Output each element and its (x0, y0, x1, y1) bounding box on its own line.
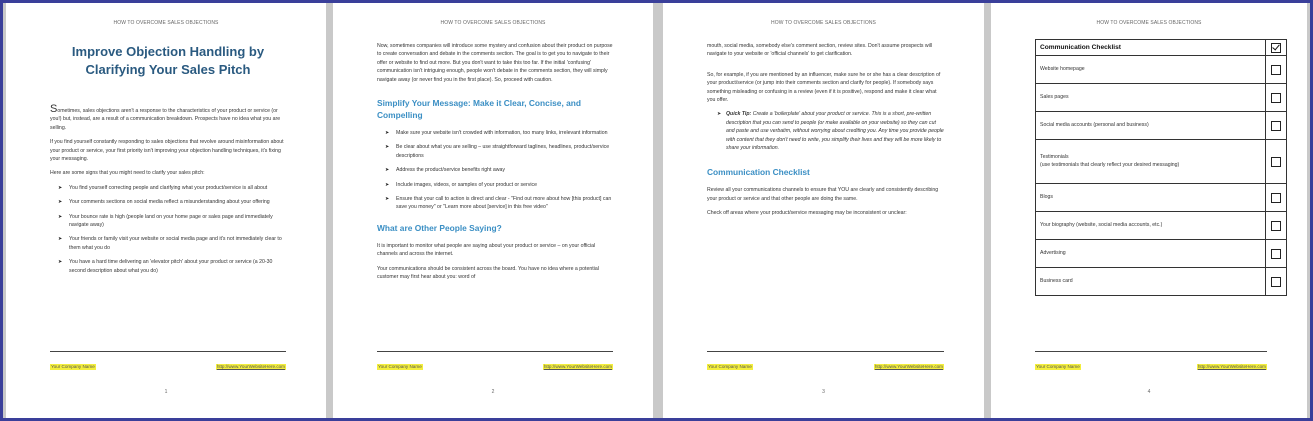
checklist-item-label: Business card (1036, 268, 1266, 296)
communication-checklist (1035, 39, 1287, 296)
list-item: ➤ You have a hard time delivering an 'elevator pitch' about your product or service (a 20-30 second description about what you do) (58, 259, 273, 274)
section-heading: What are Other People Saying? (377, 222, 502, 233)
paragraph: If you find yourself constantly responding to sales objections that revolve around misinformation about your product or service, your first priority isn't improving your objection handling techniques, it's fixing your messaging. (50, 139, 284, 163)
paragraph: It is important to monitor what people are saying about your product or service – on your official channels and across the internet. (377, 242, 596, 258)
checkbox[interactable] (1271, 249, 1281, 259)
checklist-item-label: Your biography (website, social media accounts, etc.) (1036, 212, 1266, 240)
footer-divider (707, 351, 944, 352)
arrow-bullet-icon: ➤ (385, 167, 390, 174)
checklist-item-label: Website homepage (1036, 56, 1266, 84)
checklist-item-label: Social media accounts (personal and business) (1036, 112, 1266, 140)
checklist-row (1036, 184, 1287, 212)
paragraph: Review all your communications channels to ensure that YOU are clearly and consistently describing your product or service and that other people are doing the same. (707, 187, 939, 202)
checkbox[interactable] (1271, 65, 1281, 75)
list-item: ➤ Your comments sections on social media reflect a misunderstanding about your offering (58, 199, 270, 206)
list-item: ➤ Include images, videos, or samples of your product or service (385, 181, 537, 188)
paragraph: Now, sometimes companies will introduce some mystery and confusion about their product on purpose to create conversation and debate in the comments section. The goal is to get you to navigate to their offer or website to find out more. But you don't want to take this too far. If the initial 'confusing' communication isn't intriguing enough, people won't debate in the comments section, they will simply navigate away (or never find you in the first place). So, proceed with caution. (377, 43, 613, 83)
footer-company: Your Company Name (378, 364, 422, 369)
checklist-header-row (1036, 40, 1287, 56)
checkbox[interactable] (1271, 157, 1281, 167)
checked-checkbox-icon[interactable] (1271, 43, 1281, 53)
paragraph: So, for example, if you are mentioned by an influencer, make sure he or she has a clear description of your product/service (or jump into their comments section and clarify for people). If somebody says something misleading or confusing in a review (even if it is positive), respond and make it clear what you offer. (707, 71, 941, 104)
list-item: ➤ You find yourself correcting people and clarifying what your product/service is all about (58, 184, 268, 191)
signs-list (50, 184, 286, 275)
arrow-bullet-icon: ➤ (58, 213, 63, 220)
arrow-bullet-icon: ➤ (717, 111, 722, 118)
checklist-row (1036, 240, 1287, 268)
checklist-item-label: Blogs (1036, 184, 1266, 212)
list-item: ➤ Be clear about what you are selling – use straightforward taglines, headlines, product/service descriptions (385, 144, 610, 159)
arrow-bullet-icon: ➤ (385, 130, 390, 137)
checkbox[interactable] (1271, 93, 1281, 103)
checklist-row (1036, 212, 1287, 240)
arrow-bullet-icon: ➤ (58, 184, 63, 191)
drop-cap: S (50, 103, 58, 115)
paragraph: mouth, social media, somebody else's comment section, review sites. Don't assume prospects will navigate to your website or 'official channels' to get clarification. (707, 43, 933, 58)
checklist-item-label: Testimonials (use testimonials that clearly reflect your desired messaging) (1036, 140, 1266, 184)
checklist-item-label: Advertising (1036, 240, 1266, 268)
footer-url-link[interactable]: http://www.YourWebsiteHere.com (1197, 364, 1266, 369)
running-header: HOW TO OVERCOME SALES OBJECTIONS (440, 20, 546, 26)
footer-divider (50, 351, 286, 352)
intro-paragraph: Sometimes, sales objections aren't a response to the characteristics of your product or service (or you!) but, instead, are a result of a communication breakdown. Prospects have no idea what you are selling. (50, 103, 281, 131)
footer-company: Your Company Name (708, 364, 752, 369)
page-number: 4 (1147, 389, 1151, 395)
section-heading: Simplify Your Message: Make it Clear, Concise, and Compelling (377, 98, 582, 121)
checkbox[interactable] (1271, 221, 1281, 231)
footer-url-link[interactable]: http://www.YourWebsiteHere.com (874, 364, 943, 369)
list-item: ➤ Address the product/service benefits right away (385, 167, 505, 174)
footer-divider (377, 351, 613, 352)
running-header: HOW TO OVERCOME SALES OBJECTIONS (113, 20, 219, 26)
page-title: Improve Objection Handling by Clarifying Your Sales Pitch (71, 44, 265, 77)
list-item: ➤ Ensure that your call to action is direct and clear - "Find out more about how [this product] can save you money" or "Learn more about [service] in this free video" (385, 196, 612, 211)
document-viewer (3, 3, 1310, 418)
footer-company: Your Company Name (51, 364, 95, 369)
checklist-row (1036, 140, 1287, 184)
page-2 (333, 3, 653, 418)
checklist-row (1036, 56, 1287, 84)
paragraph: Check off areas where your product/service messaging may be inconsistent or unclear: (707, 210, 907, 217)
checkbox[interactable] (1271, 193, 1281, 203)
arrow-bullet-icon: ➤ (58, 259, 63, 266)
footer-divider (1035, 351, 1267, 352)
checkbox[interactable] (1271, 277, 1281, 287)
footer-url-link[interactable]: http://www.YourWebsiteHere.com (543, 364, 612, 369)
quick-tip: ➤ Quick Tip: Create a 'boilerplate' about your product or service. This is a short, pre-written description that you can send to people (or make available on your website) so they can cut and paste and use verbatim, without worrying about crediting you. Any time you provide people with content that they don't need to write, you simplify their lives and they will be more likely to share your information. (717, 111, 944, 152)
page-3 (663, 3, 984, 418)
simplify-list (377, 129, 613, 212)
list-item: ➤ Your friends or family visit your website or social media page and it's not immediately clear to them what you do (58, 236, 282, 251)
page-number: 1 (164, 389, 168, 395)
arrow-bullet-icon: ➤ (385, 181, 390, 188)
arrow-bullet-icon: ➤ (385, 196, 390, 203)
list-item: ➤ Make sure your website isn't crowded with information, too many links, irrelevant information (385, 130, 608, 137)
checklist-row (1036, 268, 1287, 296)
paragraph: Your communications should be consistent across the board. You have no idea where a potential customer may first hear about you: word of (377, 265, 599, 281)
list-item: ➤ Your bounce rate is high (people land on your home page or sales page and immediately navigate away) (58, 213, 273, 229)
checkbox[interactable] (1271, 121, 1281, 131)
quick-tip-label: Quick Tip: (726, 111, 752, 118)
checklist-title: Communication Checklist (1036, 40, 1266, 56)
checklist-row (1036, 112, 1287, 140)
page-4 (991, 3, 1307, 418)
page-number: 2 (491, 389, 495, 395)
page-number: 3 (822, 389, 825, 395)
section-heading: Communication Checklist (707, 167, 810, 178)
running-header: HOW TO OVERCOME SALES OBJECTIONS (771, 20, 876, 26)
checklist-row (1036, 84, 1287, 112)
checklist-item-label: Sales pages (1036, 84, 1266, 112)
checklist-item-note: (use testimonials that clearly reflect your desired messaging) (1040, 161, 1180, 168)
arrow-bullet-icon: ➤ (385, 144, 390, 151)
paragraph: Here are some signs that you might need to clarify your sales pitch: (50, 170, 205, 177)
arrow-bullet-icon: ➤ (58, 199, 63, 206)
running-header: HOW TO OVERCOME SALES OBJECTIONS (1096, 20, 1202, 26)
page-1 (6, 3, 326, 418)
footer-company: Your Company Name (1036, 364, 1080, 369)
footer-url-link[interactable]: http://www.YourWebsiteHere.com (216, 364, 285, 369)
arrow-bullet-icon: ➤ (58, 236, 63, 243)
